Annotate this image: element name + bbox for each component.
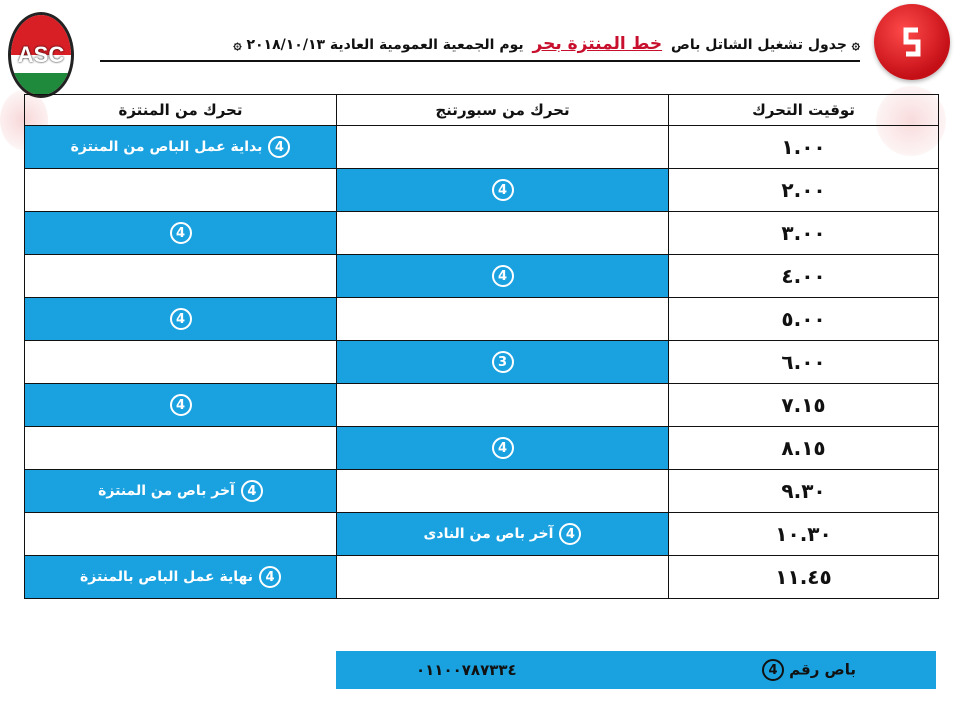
trip-note: آخر باص من النادى [423,526,554,542]
montaza-cell [25,470,337,513]
bus-label-group [756,659,856,681]
bus-number-badge: 4 [268,136,290,158]
table-row [25,513,939,556]
table-row [25,212,939,255]
departure-time: ٨.١٥ [669,427,939,470]
bus-number-badge: 4 [170,394,192,416]
bus-number-badge: 3 [492,351,514,373]
club-logo-text: ASC [17,42,65,67]
departure-time: ٤.٠٠ [669,255,939,298]
departure-time: ٩.٣٠ [669,470,939,513]
bus-number-badge: 4 [492,265,514,287]
montaza-cell [25,126,337,169]
departure-time: ١٠.٣٠ [669,513,939,556]
departure-time: ٧.١٥ [669,384,939,427]
shuttle-logo-icon [874,4,950,80]
departure-time: ٢.٠٠ [669,169,939,212]
header-from-montaza: تحرك من المنتزة [25,95,337,126]
departure-time: ٥.٠٠ [669,298,939,341]
bus-number-badge: 4 [170,222,192,244]
bus-info-bar [336,651,936,689]
sporting-cell [337,427,669,470]
schedule-body [25,126,939,599]
sporting-cell [337,126,669,169]
title-date: ٢٠١٨/١٠/١٣ [246,37,326,53]
sporting-cell [337,298,669,341]
sporting-cell [337,556,669,599]
trip-note: نهاية عمل الباص بالمنتزة [80,569,253,585]
bus-number-badge: 4 [559,523,581,545]
montaza-cell [25,255,337,298]
departure-time: ٣.٠٠ [669,212,939,255]
table-row [25,384,939,427]
title-text: جدول تشغيل الشاتل باص [670,37,847,53]
departure-time: ١.٠٠ [669,126,939,169]
shuttle-logo-glyph [892,22,932,62]
sporting-cell [337,255,669,298]
club-logo [8,12,74,98]
trip-note: آخر باص من المنتزة [98,483,235,499]
header-from-sporting: تحرك من سبورتنج [337,95,669,126]
page-title [100,34,860,62]
bus-number-badge: 4 [259,566,281,588]
montaza-cell [25,212,337,255]
bus-number-badge: 4 [492,179,514,201]
title-ornament-icon: ۞ [851,37,860,53]
shuttle-schedule-table [24,94,939,599]
table-row [25,556,939,599]
table-row [25,298,939,341]
departure-time: ١١.٤٥ [669,556,939,599]
montaza-cell [25,298,337,341]
bus-number-badge: 4 [241,480,263,502]
sporting-cell [337,470,669,513]
header-time: توقيت التحرك [669,95,939,126]
bus-number-badge: 4 [492,437,514,459]
table-row [25,427,939,470]
montaza-cell [25,556,337,599]
departure-time: ٦.٠٠ [669,341,939,384]
sporting-cell [337,212,669,255]
montaza-cell [25,341,337,384]
title-event: يوم الجمعية العمومية العادية [329,37,524,53]
table-header-row [25,95,939,126]
title-ornament-icon: ۞ [233,37,242,53]
trip-note: بداية عمل الباص من المنتزة [70,139,263,155]
title-route: خط المنتزة بحر [532,34,663,54]
sporting-cell [337,513,669,556]
montaza-cell [25,384,337,427]
bus-label: باص رقم [789,660,856,679]
table-row [25,169,939,212]
montaza-cell [25,513,337,556]
table-row [25,126,939,169]
montaza-cell [25,427,337,470]
montaza-cell [25,169,337,212]
driver-phone: ٠١١٠٠٧٨٧٣٣٤ [416,661,517,679]
bus-number-badge: 4 [170,308,192,330]
sporting-cell [337,341,669,384]
table-row [25,341,939,384]
table-row [25,255,939,298]
bus-number-badge: 4 [762,659,784,681]
sporting-cell [337,169,669,212]
sporting-cell [337,384,669,427]
table-row [25,470,939,513]
